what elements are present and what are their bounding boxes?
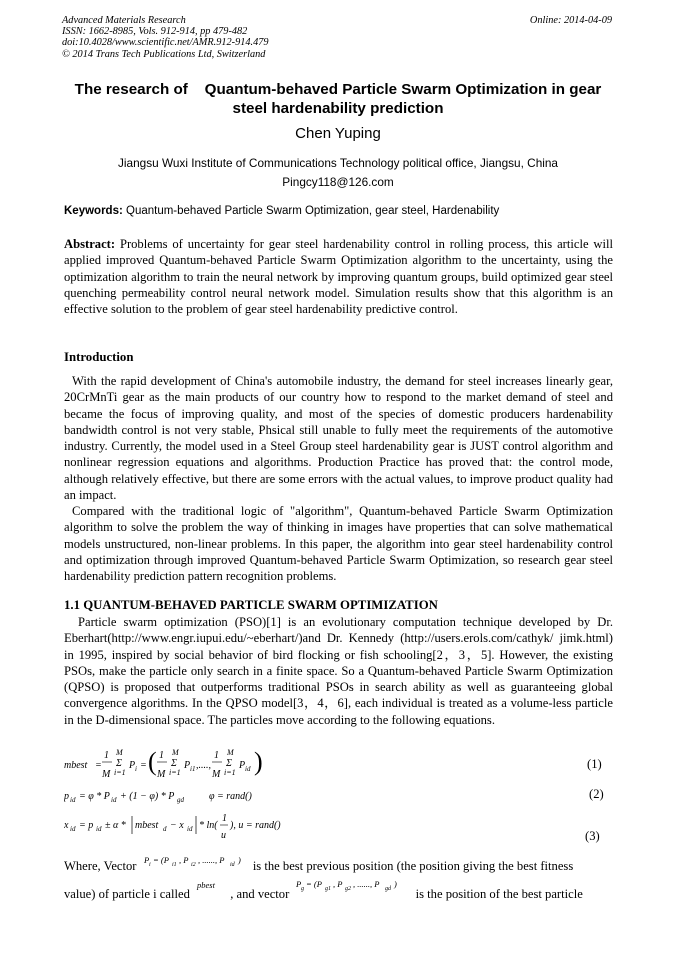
equation-2-number: (2)	[589, 787, 604, 801]
email: Pingcy118@126.com	[282, 175, 394, 189]
svg-text:id: id	[70, 796, 76, 804]
svg-text:M: M	[157, 769, 166, 780]
where-text-2a: value) of particle i called	[64, 887, 190, 901]
svg-text:M: M	[102, 769, 111, 780]
introduction-heading: Introduction	[64, 350, 134, 364]
svg-text:M: M	[172, 748, 179, 757]
svg-text:P: P	[239, 760, 246, 771]
svg-text:x: x	[64, 820, 69, 831]
svg-text:i: i	[148, 862, 151, 868]
svg-text:− x: − x	[170, 820, 184, 831]
paper-title	[62, 81, 614, 118]
svg-text:+ (1 − φ) * P: + (1 − φ) * P	[120, 791, 175, 802]
equation-1-graphic	[64, 746, 314, 782]
svg-text:i=1: i=1	[169, 768, 181, 777]
pg-vector-formula	[292, 878, 412, 896]
author: Chen Yuping	[295, 125, 381, 142]
svg-text:, P: , P	[178, 855, 189, 865]
svg-text:(: (	[148, 747, 157, 776]
svg-text:P: P	[184, 760, 191, 771]
svg-text:± α *: ± α *	[105, 820, 126, 831]
where-text-2c: is the position of the best particle	[415, 887, 583, 901]
svg-text:d: d	[163, 825, 167, 833]
copyright: © 2014 Trans Tech Publications Ltd, Switzerland	[62, 48, 266, 60]
svg-text:P: P	[129, 760, 136, 771]
svg-text:), u = rand(): ), u = rand()	[230, 820, 281, 831]
svg-text:= p: = p	[79, 820, 94, 831]
svg-text:g: g	[301, 886, 305, 892]
where-line-1	[64, 854, 613, 874]
where-text-2b: , and vector	[230, 887, 290, 901]
svg-text:i1: i1	[190, 765, 196, 773]
svg-text:=: =	[95, 760, 102, 771]
svg-text:mbest: mbest	[135, 820, 159, 831]
svg-text:M: M	[212, 769, 221, 780]
equation-3-graphic	[64, 810, 324, 844]
svg-text:1: 1	[159, 750, 164, 761]
intro-paragraph-1: With the rapid development of China's automobile industry, the demand for steel increases linearly gear, 20CrMnTi gear as the main products of our country how to respond to the market demand of steel and became the focus of improving quality, and most of the species of domestic producers hardenability bandwidth control is not very stable, Phsical still unable to fully meet the requirements of the automotive industry. Currently, the model used in a Steel Group steel hardenability gear is JUST control algorithm and nonlinear regression equations and algorithms. Production Practice has proved that: the control mode, although relatively effective, but there are some errors with the actual values, to improve product quality had an impact.	[64, 374, 613, 503]
svg-text:1: 1	[104, 750, 109, 761]
svg-text:gd: gd	[385, 886, 392, 892]
issn: ISSN: 1662-8985, Vols. 912-914, pp 479-482	[62, 26, 248, 38]
svg-text:): )	[394, 879, 398, 889]
svg-text:φ = rand(): φ = rand()	[209, 791, 252, 802]
journal-header	[62, 15, 269, 60]
svg-text:= φ * P: = φ * P	[79, 791, 110, 802]
where-text-1b: is the best previous position (the position giving the best fitness	[252, 859, 574, 873]
svg-text:): )	[254, 747, 263, 776]
abstract-label: Abstract:	[64, 237, 116, 251]
equation-1-number: (1)	[587, 757, 602, 771]
svg-text:pbest: pbest	[197, 880, 215, 890]
svg-text:id: id	[111, 796, 117, 804]
svg-text:id: id	[187, 825, 193, 833]
journal-name: Advanced Materials Research	[62, 15, 186, 26]
svg-text:i=1: i=1	[114, 768, 126, 777]
affiliation-block	[62, 154, 614, 192]
title-line-2: steel hardenability prediction	[232, 99, 444, 117]
svg-text:1: 1	[222, 813, 227, 824]
keywords	[64, 205, 614, 217]
svg-text:=: =	[140, 760, 147, 771]
svg-text:Σ: Σ	[116, 758, 122, 769]
title-line-1: The research of Quantum-behaved Particle Swarm Optimization in gear	[74, 81, 602, 98]
abstract	[64, 236, 613, 317]
doi: doi:10.4028/www.scientific.net/AMR.912-914.479	[62, 37, 269, 49]
svg-text:i2: i2	[190, 862, 196, 868]
svg-text:i: i	[135, 765, 137, 773]
svg-text:id: id	[96, 825, 102, 833]
equation-3-number: (3)	[585, 829, 600, 843]
equation-2-graphic	[64, 785, 324, 807]
abstract-text: Problems of uncertainty for gear steel hardenability control in rolling process, this article will applied improved Quantum-behaved Particle Swarm Optimization algorithm to the uncertainty, using the optimization algorithm to train the neural network by improving quantum groups, build optimized gear steel quenching permeability control neural network model. Simulation results show that this algorithm is an effective solution to the problem of gear steel hardenability predictive control.	[64, 237, 613, 317]
svg-text:p: p	[64, 791, 69, 802]
keywords-label: Keywords:	[64, 205, 123, 217]
svg-text:i1: i1	[171, 862, 177, 868]
intro-paragraph-2: Compared with the traditional logic of "algorithm", Quantum-behaved Particle Swarm Optimization algorithm to solve the problem the way of thinking in images have properties that can solve mathematical models unstructured, non-linear problems. In this paper, the algorithm into gear steel hardenability control and optimization through improved Quantum-behaved Particle Swarm Optimization, so research gear steel hardenability prediction pattern recognition problems.	[64, 504, 613, 584]
where-text-1a: Where, Vector	[64, 859, 137, 873]
svg-text:g1: g1	[325, 886, 332, 892]
svg-text:,....,: ,....,	[196, 760, 211, 771]
svg-text:id: id	[70, 825, 76, 833]
equation-1	[64, 746, 314, 785]
svg-text:Σ: Σ	[226, 758, 232, 769]
svg-text:u: u	[221, 830, 226, 841]
svg-text:, ......, P: , ......, P	[197, 855, 225, 865]
svg-text:M: M	[227, 748, 234, 757]
svg-text:1: 1	[214, 750, 219, 761]
svg-text:id: id	[245, 765, 251, 773]
svg-text:Σ: Σ	[171, 758, 177, 769]
where-line-2	[64, 878, 613, 902]
svg-text:id: id	[229, 862, 235, 868]
svg-text:i=1: i=1	[224, 768, 236, 777]
svg-text:): )	[237, 855, 241, 865]
pso-heading: 1.1 QUANTUM-BEHAVED PARTICLE SWARM OPTIMIZATION	[64, 598, 438, 612]
online-date: Online: 2014-04-09	[529, 15, 612, 26]
svg-text:, P: , P	[333, 879, 343, 889]
svg-text:P: P	[296, 879, 302, 889]
svg-text:M: M	[116, 748, 123, 757]
svg-text:g2: g2	[345, 886, 352, 892]
keywords-text: Quantum-behaved Particle Swarm Optimization, gear steel, Hardenability	[126, 205, 500, 217]
svg-text:P: P	[143, 855, 149, 865]
svg-text:mbest: mbest	[64, 760, 88, 771]
pbest-symbol	[193, 880, 227, 896]
svg-text:gd: gd	[177, 796, 184, 804]
pi-vector-formula	[140, 854, 250, 872]
svg-text:* ln(: * ln(	[199, 820, 218, 831]
svg-text:= (P: = (P	[306, 879, 323, 889]
svg-text:, ......, P: , ......, P	[353, 879, 380, 889]
affiliation: Jiangsu Wuxi Institute of Communications Technology political office, Jiangsu, China	[118, 156, 558, 170]
pso-paragraph: Particle swarm optimization (PSO)[1] is an evolutionary computation technique developed by Dr. Eberhart(http://www.engr.iupui.edu/~eberhart/)and Dr. Kennedy (http://users.erols.com/cathyk/ jimk.html) in 1995, inspired by social behavior of bird flocking or fish schooling[2，3，5]. However, the existing PSOs, make the particle only search in a finite space. So a Quantum-behaved Particle Swarm Optimization (QPSO) is proposed that outperforms traditional PSOs in search ability as well as guaranteeing global convergence algorithms. In the QPSO model[3，4，6], each individual is treated as a volume-less particle in the D-dimensional space. The particles move according to the following equations.	[64, 615, 613, 727]
equation-2	[64, 785, 324, 810]
svg-text:= (P: = (P	[152, 855, 169, 865]
equation-3	[64, 810, 324, 847]
